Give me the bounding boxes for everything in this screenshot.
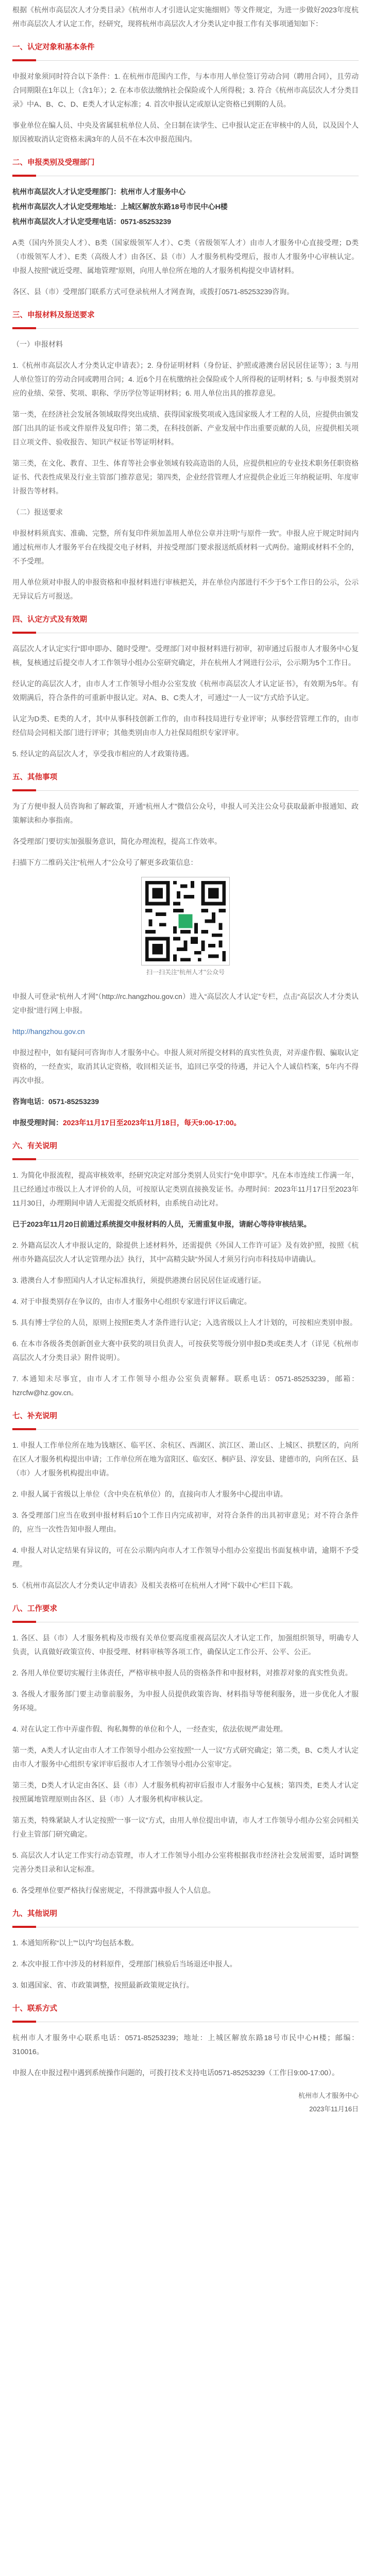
- paragraph: 第三类，D类人才认定由各区、县（市）人才服务机构初审后报市人才服务中心复核；第四类，E类人才认定按照属地管理原则由各区、县（市）人才服务机构审核认定。: [12, 1781, 359, 1803]
- paragraph: 申报材料须真实、准确、完整，所有复印件须加盖用人单位公章并注明“与原件一致”。申报人应于规定时间内通过杭州市人才服务平台在线提交电子材料，并按受理部门要求报送纸质材料一式两份。逾期或材料不全的，不予受理。: [12, 529, 359, 565]
- paragraph: 用人单位须对申报人的申报资格和申报材料进行审核把关，并在单位内部进行不少于5个工作日的公示，公示无异议后方可报送。: [12, 578, 359, 600]
- paragraph-bold: 杭州市高层次人才认定受理地址：上城区解放东路18号市民中心H楼: [12, 202, 228, 211]
- paragraph: 3. 各受理部门应当在收到申报材料后10个工作日内完成初审，对符合条件的出具初审意见；对不符合条件的，应当一次性告知申报人理由。: [12, 1511, 359, 1533]
- paragraph: 第三类，在文化、教育、卫生、体育等社会事业领域有较高造诣的人员，应提供相应的专业技术职务任职资格证书、代表性成果及行业主管部门推荐意见；第四类，企业经营管理人才应提供企业近三年纳税证明、年度审计报告等材料。: [12, 459, 359, 495]
- website-link[interactable]: http://hangzhou.gov.cn: [12, 1027, 85, 1036]
- paragraph: 1. 为简化申报流程，提高审核效率，经研究决定对部分类别人员实行“免申即享”。凡在本市连续工作满一年，且已经通过市级以上人才评价的人员，可按原认定类别直接换发证书。办理时间：2023年11月17日至2023年11月30日，办理期间申请人无需提交纸质材料，由系统自动比对。: [12, 1171, 359, 1207]
- paragraph: 1.《杭州市高层次人才分类认定申请表》；2. 身份证明材料（身份证、护照或港澳台居民居住证等）；3. 与用人单位签订的劳动合同或聘用合同；4. 近6个月在杭缴纳社会保险或个人所得税的证明材料；5. 与申报类别对应的业绩、荣誉、奖项、职称、学历学位等证明材料；6. 用人单位出具的推荐意见。: [12, 361, 359, 397]
- paragraph: 1. 本通知所称“以上”“以内”均包括本数。: [12, 1939, 139, 1947]
- tel-value: 0571-85253239: [48, 1097, 99, 1106]
- intro-paragraph: 根据《杭州市高层次人才分类目录》《杭州市人才引进认定实施细则》等文件规定，为进一步做好2023年度杭州市高层次人才认定工作，经研究，现将杭州市高层次人才分类认定申报工作有关事项通知如下：: [12, 6, 359, 28]
- paragraph: 扫描下方二维码关注“杭州人才”公众号了解更多政策信息：: [12, 858, 198, 867]
- paragraph: 事业单位在编人员、中央及省属驻杭单位人员、全日制在读学生、已申报认定正在审核中的人员，以及因个人原因被取消认定资格未满3年的人员不在本次申报范围内。: [12, 121, 359, 143]
- paragraph-bold: 已于2023年11月20日前通过系统提交申报材料的人员，无需重复申报，请耐心等待审核结果。: [12, 1220, 311, 1228]
- paragraph: 第一类，A类人才认定由市人才工作领导小组办公室按照“一人一议”方式研究确定；第二类，B、C类人才认定由市人才服务中心组织专家评审后报市人才工作领导小组办公室审定。: [12, 1746, 359, 1768]
- section-title-7: 七、补充说明: [12, 1412, 57, 1420]
- paragraph: 3. 各级人才服务部门要主动靠前服务，为申报人员提供政策咨询、材料指导等便利服务，进一步优化人才服务环境。: [12, 1690, 359, 1712]
- section-divider: [12, 1621, 359, 1623]
- paragraph: 5.《杭州市高层次人才分类认定申请表》及相关表格可在杭州人才网“下载中心”栏目下载。: [12, 1581, 297, 1589]
- paragraph: 各受理部门要切实加强服务意识，简化办理流程，提高工作效率。: [12, 837, 222, 845]
- paragraph: 4. 对在认定工作中弄虚作假、徇私舞弊的单位和个人，一经查实，依法依规严肃处理。: [12, 1725, 288, 1733]
- paragraph: 各区、县（市）受理部门联系方式可登录杭州人才网查询，或拨打0571-85253239咨询。: [12, 287, 294, 296]
- section-divider: [12, 789, 359, 791]
- paragraph: 2. 外籍高层次人才申报认定的，除提供上述材料外，还需提供《外国人工作许可证》及有效护照，按照《杭州市外籍高层次人才认定管理办法》执行，其中“高精尖缺”外国人才须另行向市科技局申请确认。: [12, 1241, 359, 1263]
- paragraph: 第一类，在经济社会发展各领域取得突出成绩、获得国家级奖项或入选国家级人才工程的人员，应提供由颁发部门出具的证书或文件原件及复印件；第二类，在科技创新、产业发展中作出重要贡献的人员，应提供相关项目立项文件、验收报告、知识产权证书等证明材料。: [12, 410, 359, 446]
- paragraph: （一）申报材料: [12, 340, 63, 348]
- paragraph: 5. 高层次人才认定工作实行动态管理，市人才工作领导小组办公室将根据我市经济社会发展需要，适时调整完善分类目录和认定标准。: [12, 1851, 359, 1873]
- section-title-4: 四、认定方式及有效期: [12, 616, 87, 624]
- contact-line: [12, 1095, 359, 1109]
- section-divider: [12, 632, 359, 634]
- paragraph: 5. 具有博士学位的人员，原则上按照E类人才条件进行认定；入选省级以上人才计划的，可按相应类别申报。: [12, 1318, 357, 1327]
- paragraph: 杭州市人才服务中心联系电话：0571-85253239；地址：上城区解放东路18号市民中心H楼；邮编：310016。: [12, 2033, 359, 2056]
- paragraph: 6. 在本市各级各类创新创业大赛中获奖的项目负责人，可按获奖等级分别申报D类或E类人才（详见《杭州市高层次人才分类目录》附件说明）。: [12, 1340, 359, 1362]
- section-title-8: 八、工作要求: [12, 1605, 57, 1613]
- paragraph: 6. 各受理单位要严格执行保密规定，不得泄露申报人个人信息。: [12, 1886, 215, 1894]
- footer-org: 杭州市人才服务中心: [298, 2092, 359, 2099]
- section-title-9: 九、其他说明: [12, 1910, 57, 1918]
- paragraph: 第五类，特殊紧缺人才认定按照“一事一议”方式，由用人单位提出申请，市人才工作领导小组办公室会同相关行业主管部门研究确定。: [12, 1816, 359, 1838]
- section-divider: [12, 2021, 359, 2023]
- paragraph: 4. 申报人对认定结果有异议的，可在公示期内向市人才工作领导小组办公室提出书面复核申请，逾期不予受理。: [12, 1546, 359, 1568]
- paragraph: 1. 申报人工作单位所在地为钱塘区、临平区、余杭区、西湖区、滨江区、萧山区、上城区、拱墅区的，向所在区人才服务机构提出申请；工作单位所在地为富阳区、临安区、桐庐县、淳安县、建德市的，向所在区、县（市）人才服务机构提出申请。: [12, 1441, 359, 1477]
- paragraph: 申报人可登录“杭州人才网”（http://rc.hangzhou.gov.cn）进入“高层次人才认定”专栏，点击“高层次人才分类认定申报”进行网上申报。: [12, 992, 359, 1014]
- paragraph: 1. 各区、县（市）人才服务机构及市级有关单位要高度重视高层次人才认定工作，加强组织领导，明确专人负责，认真做好政策宣传、申报受理、材料审核等各项工作，确保认定工作公开、公平、公正。: [12, 1634, 359, 1656]
- qr-code-image: [141, 877, 230, 965]
- paragraph: 申报过程中，如有疑问可咨询市人才服务中心。申报人须对所提交材料的真实性负责，对弄虚作假、骗取认定资格的，一经查实，取消其认定资格，收回相关证书，追回已享受的待遇，并记入个人诚信档案，5年内不得再次申报。: [12, 1048, 359, 1084]
- time-line: [12, 1116, 359, 1130]
- section-divider: [12, 327, 359, 329]
- section-title-5: 五、其他事项: [12, 773, 57, 782]
- section-divider: [12, 1158, 359, 1160]
- paragraph: 为了方便申报人员咨询和了解政策，开通“杭州人才”微信公众号，申报人可关注公众号获取最新申报通知、政策解读和办事指南。: [12, 802, 359, 824]
- paragraph: 2. 本次申报工作中涉及的材料原件，受理部门核验后当场退还申报人。: [12, 1960, 237, 1968]
- paragraph: 3. 如遇国家、省、市政策调整，按照最新政策规定执行。: [12, 1981, 194, 1989]
- tel-label: 咨询电话：: [12, 1097, 48, 1106]
- paragraph: 认定为D类、E类的人才，其中从事科技创新工作的，由市科技局进行专业评审；从事经营管理工作的，由市经信局会同相关部门进行评审；其他类别由市人力社保局组织专家评审。: [12, 715, 359, 737]
- paragraph: （二）报送要求: [12, 508, 63, 516]
- intro: [12, 0, 359, 31]
- time-label: 申报受理时间：: [12, 1118, 63, 1127]
- section-title-1: 一、认定对象和基本条件: [12, 43, 95, 52]
- section-divider: [12, 59, 359, 61]
- section-divider: [12, 175, 359, 177]
- paragraph: 申报人在申报过程中遇到系统操作问题的，可拨打技术支持电话0571-85253239（工作日9:00-17:00）。: [12, 2069, 340, 2077]
- paragraph: 5. 经认定的高层次人才，享受我市相应的人才政策待遇。: [12, 750, 194, 758]
- qr-caption: 扫一扫关注“杭州人才”公众号: [146, 969, 225, 976]
- paragraph: 高层次人才认定实行“即申即办、随时受理”。受理部门对申报材料进行初审，初审通过后报市人才服务中心复核，复核通过后提交市人才工作领导小组办公室研究确定，并在杭州人才网进行公示，公示期为5个工作日。: [12, 645, 359, 667]
- section-title-6: 六、有关说明: [12, 1142, 57, 1150]
- paragraph: 3. 港澳台人才参照国内人才认定标准执行，须提供港澳台居民居住证或通行证。: [12, 1276, 266, 1284]
- paragraph: 经认定的高层次人才，由市人才工作领导小组办公室发放《杭州市高层次人才认定证书》，有效期为5年。有效期满后，符合条件的可重新申报认定。对A、B、C类人才，可通过“一人一议”方式给予认定。: [12, 680, 359, 702]
- paragraph: 7. 本通知未尽事宜，由市人才工作领导小组办公室负责解释。联系电话：0571-85253239，邮箱：hzrcfw@hz.gov.cn。: [12, 1375, 359, 1397]
- section-divider: [12, 1926, 359, 1928]
- paragraph-bold: 杭州市高层次人才认定受理部门：杭州市人才服务中心: [12, 188, 185, 196]
- qr-code-icon: [142, 877, 229, 965]
- section-divider: [12, 1428, 359, 1430]
- paragraph: 2. 申报人属于省级以上单位（含中央在杭单位）的，直接向市人才服务中心提出申请。: [12, 1490, 288, 1498]
- paragraph: A类（国内外顶尖人才）、B类（国家级领军人才）、C类（省级领军人才）由市人才服务中心直接受理；D类（市级领军人才）、E类（高级人才）由各区、县（市）人才服务机构受理后，报市人才服务中心审核认定。申报人按照“就近受理、属地管理”原则，向用人单位所在地的人才服务机构提交申请材料。: [12, 239, 359, 275]
- time-value: 2023年11月17日至2023年11月18日，每天9:00-17:00。: [63, 1118, 241, 1127]
- section-title-10: 十、联系方式: [12, 2005, 57, 2013]
- paragraph-bold: 杭州市高层次人才认定受理电话：0571-85253239: [12, 217, 172, 226]
- paragraph: 申报对象须同时符合以下条件：1. 在杭州市范围内工作，与本市用人单位签订劳动合同（聘用合同），且劳动合同期限在1年以上（含1年）；2. 在本市依法缴纳社会保险或个人所得税；3. 符合《杭州市高层次人才分类目录》中A、B、C、D、E类人才认定标准；4. 首次申报认定或原认定资格已到期的人员。: [12, 72, 359, 108]
- footer-date: 2023年11月16日: [309, 2105, 359, 2113]
- paragraph: 4. 对于申报类别存在争议的，由市人才服务中心组织专家进行评议后确定。: [12, 1297, 251, 1306]
- paragraph: 2. 各用人单位要切实履行主体责任，严格审核申报人员的资格条件和申报材料，对推荐对象的真实性负责。: [12, 1669, 352, 1677]
- section-title-2: 二、申报类别及受理部门: [12, 159, 95, 167]
- link-text: [12, 1025, 359, 1039]
- section-title-3: 三、申报材料及报送要求: [12, 311, 95, 319]
